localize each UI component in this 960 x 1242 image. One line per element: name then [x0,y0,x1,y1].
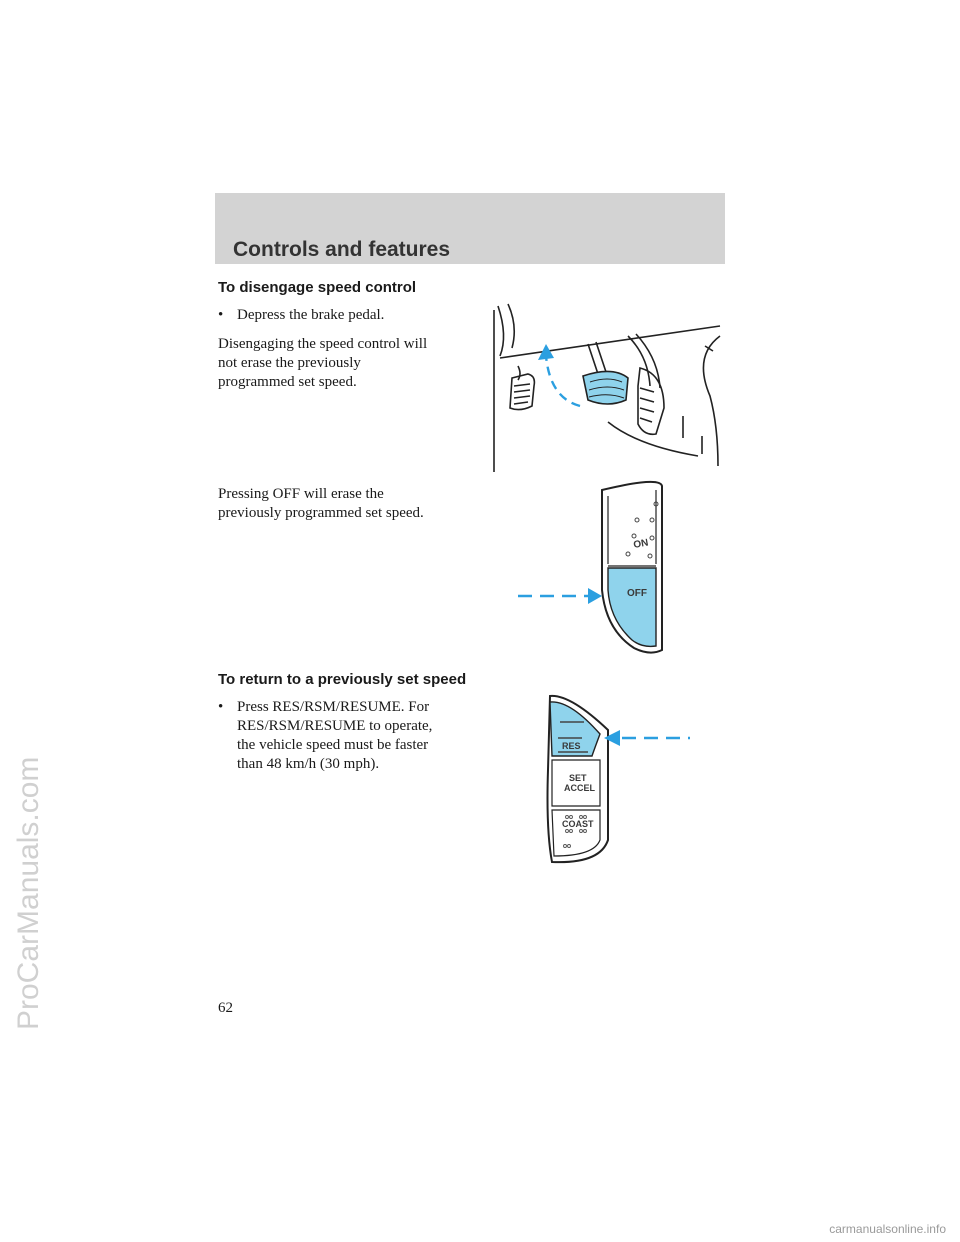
watermark-text: ProCarManuals.com [12,756,45,1030]
disengage-heading: To disengage speed control [218,279,417,296]
para-line: Pressing OFF will erase the [218,486,384,502]
on-label: ON [632,537,650,551]
off-button-highlight [608,568,656,646]
brake-pedal-illustration [488,296,724,476]
coast-label: COAST [562,819,594,829]
section-title: Controls and features [233,238,451,261]
page-number: 62 [218,1000,233,1016]
off-label: OFF [627,588,647,599]
resume-bullet-text [237,698,432,774]
para-line: programmed set speed. [218,374,357,390]
bullet-line: the vehicle speed must be faster [237,737,429,753]
res-label: RES [562,741,581,751]
para-line: not erase the previously [218,355,361,371]
right-arrow-icon [588,588,602,604]
bullet-glyph: • [218,307,224,323]
disengage-bullet-text: Depress the brake pedal. [237,307,385,323]
resume-switch-illustration [540,690,700,866]
footer-watermark: carmanualsonline.info [829,1222,946,1236]
disengage-paragraph [218,335,427,392]
highlighted-brake-pedal [583,371,628,404]
para-line: previously programmed set speed. [218,505,424,521]
set-label: SET [569,773,587,783]
bullet-line: Press RES/RSM/RESUME. For [237,699,430,715]
bullet-line: RES/RSM/RESUME to operate, [237,718,433,734]
resume-heading: To return to a previously set speed [218,671,467,688]
accel-label: ACCEL [564,783,595,793]
on-off-switch-illustration [510,480,670,660]
off-note-paragraph [218,485,424,523]
bullet-line: than 48 km/h (30 mph). [237,756,380,772]
bullet-glyph: • [218,699,224,715]
para-line: Disengaging the speed control will [218,336,428,352]
section-header-band [215,193,725,264]
